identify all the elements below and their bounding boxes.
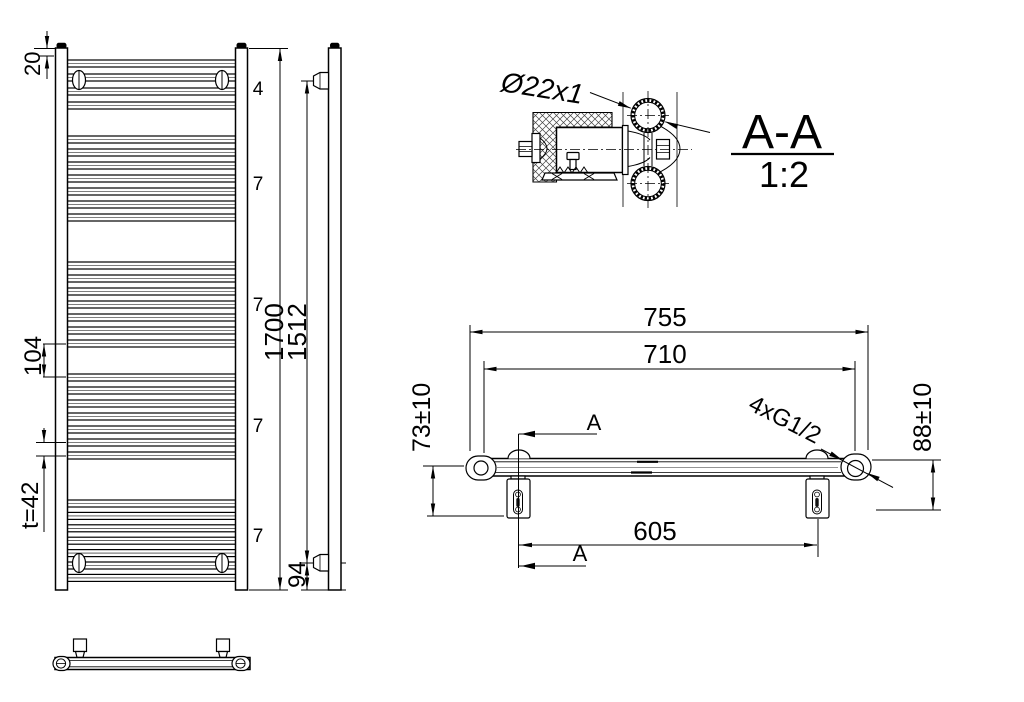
bracket-plate xyxy=(623,126,629,175)
rung-count-3: 7 xyxy=(252,295,264,316)
side-bracket-top xyxy=(314,73,329,90)
rung-count-5: 7 xyxy=(252,526,264,547)
bracket-foot xyxy=(76,652,85,658)
section-title: A-A xyxy=(741,106,823,159)
section-marker-bottom: A xyxy=(572,541,588,566)
left-collector-tube xyxy=(56,48,68,590)
bottom-view xyxy=(53,639,250,671)
side-bracket-bottom xyxy=(314,555,329,572)
tube-cap xyxy=(57,43,67,49)
bottom-collector-tube xyxy=(55,658,250,670)
side-view xyxy=(314,43,342,590)
right-collector-tube xyxy=(236,48,248,590)
dim-wall-distance-right xyxy=(872,383,941,510)
wall-bolt xyxy=(519,142,532,157)
dim-label-88: 88±10 xyxy=(909,382,937,452)
dim-label-1512: 1512 xyxy=(282,303,312,361)
dim-label-94: 94 xyxy=(284,561,311,588)
tube-spec-label: Ø22x1 xyxy=(499,66,586,110)
bracket-stem xyxy=(217,639,230,652)
section-detail xyxy=(498,66,834,208)
section-scale: 1:2 xyxy=(758,154,810,195)
front-view xyxy=(17,31,346,590)
section-marker-top: A xyxy=(586,410,602,435)
rung-count-1: 4 xyxy=(252,79,264,100)
dim-label-605: 605 xyxy=(633,516,677,546)
dim-wall-distance-left xyxy=(408,383,504,516)
top-view xyxy=(408,302,941,569)
connection-spec-label: 4xG1/2 xyxy=(744,390,826,450)
dim-label-1700: 1700 xyxy=(259,303,289,361)
bracket-stem xyxy=(74,639,87,652)
dim-valve-centers xyxy=(519,516,818,557)
tube-cap xyxy=(237,43,247,49)
bracket-foot xyxy=(219,652,228,658)
dim-label-73: 73±10 xyxy=(408,382,436,452)
rung-count-2: 7 xyxy=(252,174,264,195)
rung-count-4: 7 xyxy=(252,416,264,437)
bracket-body xyxy=(557,128,623,173)
side-tube xyxy=(329,48,342,590)
wall-plate xyxy=(532,134,540,163)
dim-label-104: 104 xyxy=(20,335,47,376)
dim-label-20: 20 xyxy=(20,51,45,76)
dim-top-offset xyxy=(20,31,55,79)
dim-label-710: 710 xyxy=(643,339,687,369)
tube-cap xyxy=(330,43,340,49)
dim-label-755: 755 xyxy=(643,302,687,332)
rung-field xyxy=(67,60,236,581)
screw-head xyxy=(567,153,579,160)
dim-label-t42: t=42 xyxy=(17,481,44,529)
